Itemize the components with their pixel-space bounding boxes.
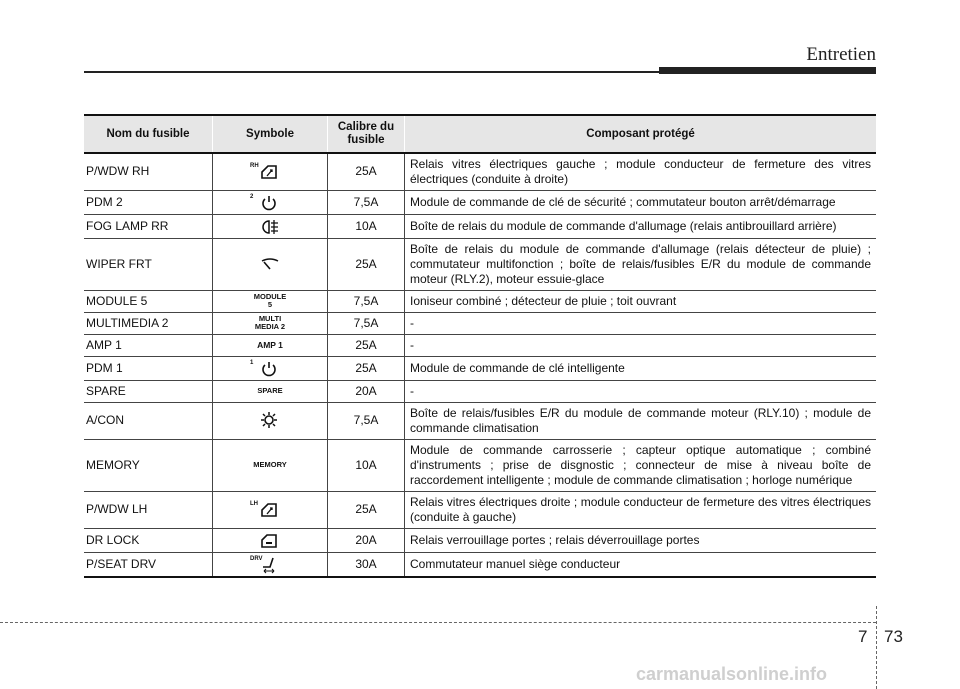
power-seat-driver-icon: DRV xyxy=(250,555,290,574)
fuse-name: P/WDW RH xyxy=(84,153,213,190)
window-lh-icon: LH xyxy=(250,500,290,519)
fuse-rating: 7,5A xyxy=(328,312,405,334)
watermark: carmanualsonline.info xyxy=(636,664,828,684)
footer-dashed-divider xyxy=(876,606,877,689)
col-header-fuse-name: Nom du fusible xyxy=(84,115,213,153)
footer-dashed-rule xyxy=(0,622,876,623)
col-header-rating: Calibre du fusible xyxy=(328,115,405,153)
fuse-rating: 7,5A xyxy=(328,402,405,439)
fuse-name: SPARE xyxy=(84,380,213,402)
table-row xyxy=(84,491,876,528)
table-row xyxy=(84,552,876,577)
section-title: Entretien xyxy=(806,44,876,65)
fuse-component: Module de commande carrosserie ; capteur optique automatique ; combiné d'instruments ; prise de disgnostic ; connecteur de mise à niveau boîte de raccordement intelligente ; module de commande climatisation ; horloge numérique xyxy=(405,439,877,491)
fuse-component: - xyxy=(405,312,877,334)
fuse-component: - xyxy=(405,380,877,402)
smart-key-icon: 1 xyxy=(250,359,290,378)
fuse-rating: 20A xyxy=(328,528,405,552)
header-bar xyxy=(659,67,876,74)
fuse-name: P/WDW LH xyxy=(84,491,213,528)
fuse-rating: 20A xyxy=(328,380,405,402)
col-header-symbol: Symbole xyxy=(213,115,328,153)
header-rule xyxy=(84,71,659,73)
fuse-rating: 25A xyxy=(328,491,405,528)
fuse-rating: 10A xyxy=(328,214,405,238)
table-header-row xyxy=(84,115,876,153)
fuse-rating: 25A xyxy=(328,334,405,356)
fuse-name: AMP 1 xyxy=(84,334,213,356)
fuse-component: Ioniseur combiné ; détecteur de pluie ; toit ouvrant xyxy=(405,290,877,312)
table-row xyxy=(84,190,876,214)
table-row xyxy=(84,214,876,238)
fuse-component: - xyxy=(405,334,877,356)
table-row xyxy=(84,356,876,380)
fuse-name: FOG LAMP RR xyxy=(84,214,213,238)
fuse-component: Relais vitres électriques droite ; module conducteur de fermeture des vitres électriques (conduite à gauche) xyxy=(405,491,877,528)
table-row xyxy=(84,290,876,312)
fuse-rating: 7,5A xyxy=(328,190,405,214)
fuse-symbol-label: MULTI MEDIA 2 xyxy=(254,314,286,331)
smart-key-icon: 2 xyxy=(250,193,290,212)
fuse-symbol-label: MEMORY xyxy=(253,460,287,470)
table-row xyxy=(84,153,876,190)
page-number: 73 xyxy=(884,627,903,646)
fuse-rating: 10A xyxy=(328,439,405,491)
table-row xyxy=(84,312,876,334)
fuse-name: P/SEAT DRV xyxy=(84,552,213,577)
table-row xyxy=(84,380,876,402)
door-lock-icon xyxy=(250,531,290,550)
fuse-name: DR LOCK xyxy=(84,528,213,552)
table-row xyxy=(84,238,876,290)
table-row xyxy=(84,402,876,439)
fuse-name: PDM 2 xyxy=(84,190,213,214)
fuse-component: Commutateur manuel siège conducteur xyxy=(405,552,877,577)
fuse-rating: 25A xyxy=(328,356,405,380)
fuse-component: Relais verrouillage portes ; relais déverrouillage portes xyxy=(405,528,877,552)
fuse-rating: 7,5A xyxy=(328,290,405,312)
fuse-component: Boîte de relais du module de commande d'allumage (relais antibrouillard arrière) xyxy=(405,214,877,238)
fuse-component: Module de commande de clé intelligente xyxy=(405,356,877,380)
fuse-component: Boîte de relais/fusibles E/R du module de commande moteur (RLY.10) ; module de commande climatisation xyxy=(405,402,877,439)
fuse-symbol-label: MODULE 5 xyxy=(253,292,287,309)
table-row xyxy=(84,334,876,356)
table-row xyxy=(84,439,876,491)
fuse-symbol-label: SPARE xyxy=(257,386,283,396)
fuse-name: A/CON xyxy=(84,402,213,439)
fuse-component: Relais vitres électriques gauche ; module conducteur de fermeture des vitres électriques (conduite à droite) xyxy=(405,153,877,190)
fuse-table xyxy=(84,114,876,578)
fuse-component: Module de commande de clé de sécurité ; commutateur bouton arrêt/démarrage xyxy=(405,190,877,214)
window-rh-icon: RH xyxy=(250,162,290,181)
fuse-name: MODULE 5 xyxy=(84,290,213,312)
rear-fog-lamp-icon xyxy=(250,217,290,236)
fuse-component: Boîte de relais du module de commande d'allumage (relais détecteur de pluie) ; commutateur multifonction ; boîte de relais/fusibles E/R du module de commande moteur (RLY.2), moteur essuie-glace xyxy=(405,238,877,290)
fuse-symbol-label: AMP 1 xyxy=(257,340,283,351)
col-header-component: Composant protégé xyxy=(405,115,877,153)
chapter-number: 7 xyxy=(858,627,868,646)
table-row xyxy=(84,528,876,552)
fuse-rating: 25A xyxy=(328,238,405,290)
fuse-name: WIPER FRT xyxy=(84,238,213,290)
fuse-name: PDM 1 xyxy=(84,356,213,380)
fuse-rating: 30A xyxy=(328,552,405,577)
fuse-rating: 25A xyxy=(328,153,405,190)
fuse-name: MEMORY xyxy=(84,439,213,491)
wiper-icon xyxy=(250,255,290,274)
fuse-name: MULTIMEDIA 2 xyxy=(84,312,213,334)
air-conditioning-icon xyxy=(250,411,290,430)
